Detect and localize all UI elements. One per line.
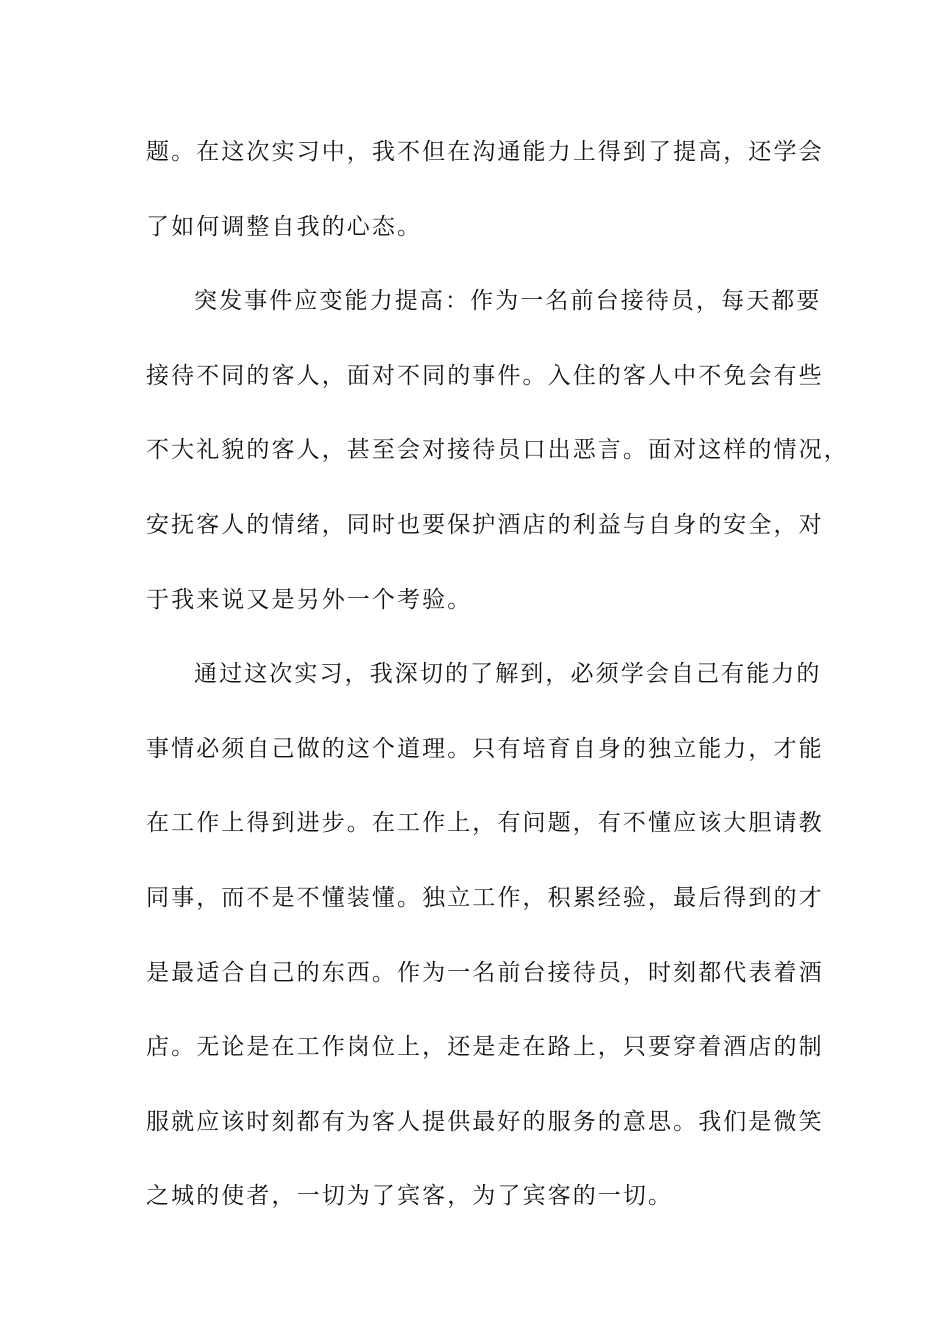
text-line: 于我来说又是另外一个考验。: [146, 586, 473, 613]
text-line: 事情必须自己做的这个道理。只有培育自身的独立能力，才能: [146, 735, 824, 762]
paragraph-start-line: 突发事件应变能力提高：作为一名前台接待员，每天都要: [194, 288, 822, 315]
document-body: [146, 122, 849, 1241]
text-line: 安抚客人的情绪，同时也要保护酒店的利益与自身的安全，对: [146, 511, 824, 538]
text-line: 了如何调整自我的心态。: [146, 213, 423, 240]
text-line: 服就应该时刻都有为客人提供最好的服务的意思。我们是微笑: [146, 1108, 824, 1135]
text-line: 是最适合自己的东西。作为一名前台接待员，时刻都代表着酒: [146, 959, 824, 986]
paragraph-start-line: 通过这次实习，我深切的了解到，必须学会自己有能力的: [194, 661, 822, 688]
text-line: 之城的使者，一切为了宾客，为了宾客的一切。: [146, 1183, 674, 1210]
text-line: 接待不同的客人，面对不同的事件。入住的客人中不免会有些: [146, 362, 824, 389]
text-line: 同事，而不是不懂装懂。独立工作，积累经验，最后得到的才: [146, 884, 824, 911]
text-line: 在工作上得到进步。在工作上，有问题，有不懂应该大胆请教: [146, 810, 824, 837]
text-line: 店。无论是在工作岗位上，还是走在路上，只要穿着酒店的制: [146, 1034, 824, 1061]
text-line: 不大礼貌的客人，甚至会对接待员口出恶言。面对这样的情况，: [146, 437, 849, 464]
text-line: 题。在这次实习中，我不但在沟通能力上得到了提高，还学会: [146, 139, 824, 165]
